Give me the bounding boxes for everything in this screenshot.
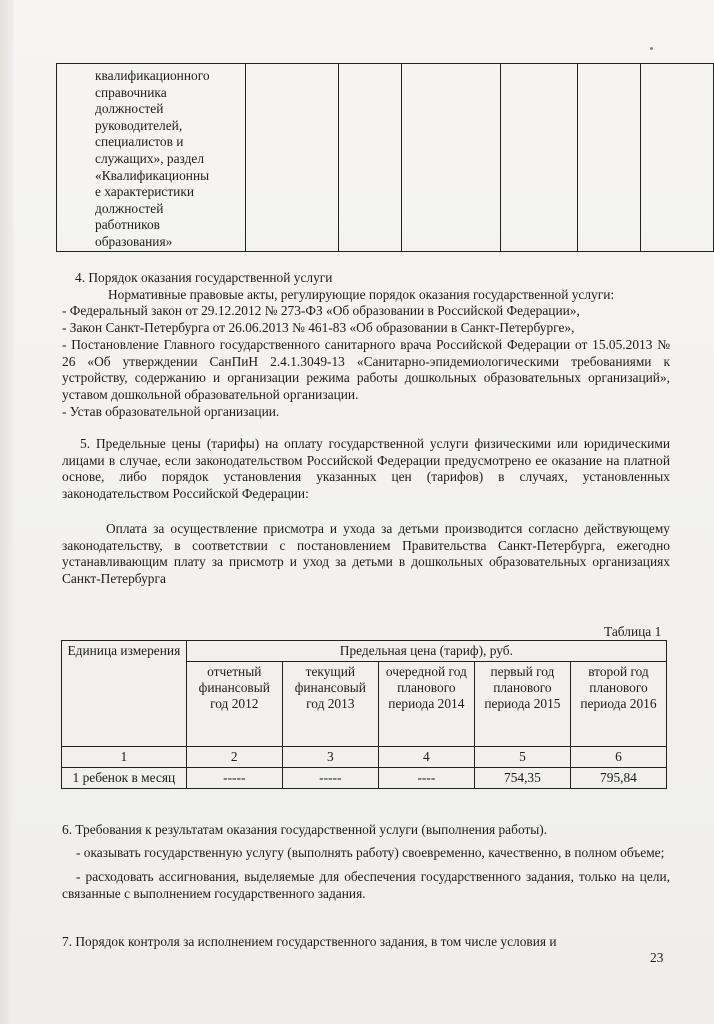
section-5-text: 5. Предельные цены (тарифы) на оплату государственной услуги физическими или юридическими лицами в случае, если законодательством Российской Федерации предусмотрено ее оказание на платной основе, либо порядок установления указанных цен (тарифов) в случаях, установленных законодательством Российской Федерации: [62,436,670,502]
fragment-cell [57,64,246,252]
unit-header: Единица измерения [62,641,187,747]
price-cell: 754,35 [474,768,570,789]
unit-cell: 1 ребенок в месяц [62,768,187,789]
continued-table [56,63,714,252]
price-cell: ----- [282,768,378,789]
fragment-line: должностей [95,101,164,117]
index-cell: 5 [474,747,570,768]
requirement-2: - расходовать ассигнования, выделяемые для обеспечения государственного задания, только на цели, связанные с выполнением государственного задания. [62,869,670,902]
law-item-1: - Федеральный закон от 29.12.2012 № 273-ФЗ «Об образовании в Российской Федерации», [62,303,580,319]
price-cell: ---- [378,768,474,789]
table-caption: Таблица 1 [604,624,662,639]
fragment-line: должностей [95,200,164,216]
section-4-heading: 4. Порядок оказания государственной услуги [75,270,333,285]
empty-cell [577,64,640,252]
index-cell: 4 [378,747,474,768]
fragment-line: руководителей, [95,117,183,133]
period-header: отчетный финансовый год 2012 [186,662,282,747]
period-header: первый год планового периода 2015 [474,662,570,747]
section-4-intro: Нормативные правовые акты, регулирующие порядок оказания государственной услуги: [108,286,615,302]
law-item-3: - Постановление Главного государственного санитарного врача Российской Федерации от 15.05.2013 № 26 «Об утверждении СанПиН 2.4.1.3049-13 «Санитарно-эпидемиологическими требованиями к устройству, содержанию и организации режима работы дошкольных образовательных организаций», уставом дошкольной образовательной организации. [62,336,670,402]
section-6 [62,822,670,903]
period-header: второй год планового периода 2016 [570,662,666,747]
empty-cell [401,64,500,252]
price-cell: ----- [186,768,282,789]
fragment-line: квалификационного [95,68,210,83]
fragment-text [57,64,245,251]
period-header: очередной год планового периода 2014 [378,662,474,747]
section-7-text: 7. Порядок контроля за исполнением государственного задания, в том числе условия и [62,934,557,949]
section-6-heading: 6. Требования к результатам оказания государственной услуги (выполнения работы). [62,822,548,837]
fragment-line: справочника [95,84,167,100]
binder-edge [0,0,14,1024]
fragment-line: работников [95,217,160,233]
empty-cell [640,64,713,252]
fragment-line: специалистов и [95,134,184,150]
empty-cell [500,64,577,252]
index-cell: 1 [62,747,187,768]
page-number: 23 [650,950,664,965]
section-4 [62,270,670,420]
fragment-line: е характеристики [95,184,195,200]
price-table [61,640,667,789]
index-cell: 6 [570,747,666,768]
fragment-line: «Квалификационны [95,167,210,183]
index-cell: 3 [282,747,378,768]
fragment-line: образования» [95,233,173,249]
price-header: Предельная цена (тариф), руб. [186,641,666,662]
price-cell: 795,84 [570,768,666,789]
index-cell: 2 [186,747,282,768]
payment-paragraph: Оплата за осуществление присмотра и ухода за детьми производится согласно действующему законодательству, в соответствии с постановлением Правительства Санкт-Петербурга, ежегодно устанавливающим плату за присмотр и уход за детьми в дошкольных образовательных организациях Санкт-Петербурга [62,521,670,587]
requirement-1: - оказывать государственную услугу (выполнять работу) своевременно, качественно, в полном объеме; [76,844,665,860]
empty-cell [246,64,339,252]
period-header: текущий финансовый год 2013 [282,662,378,747]
fragment-line: служащих», раздел [95,150,205,166]
law-item-4: - Устав образовательной организации. [62,403,280,419]
law-item-2: - Закон Санкт-Петербурга от 26.06.2013 № 461-83 «Об образовании в Санкт-Петербурге», [62,320,575,336]
empty-cell [339,64,402,252]
scan-speck [650,47,653,50]
